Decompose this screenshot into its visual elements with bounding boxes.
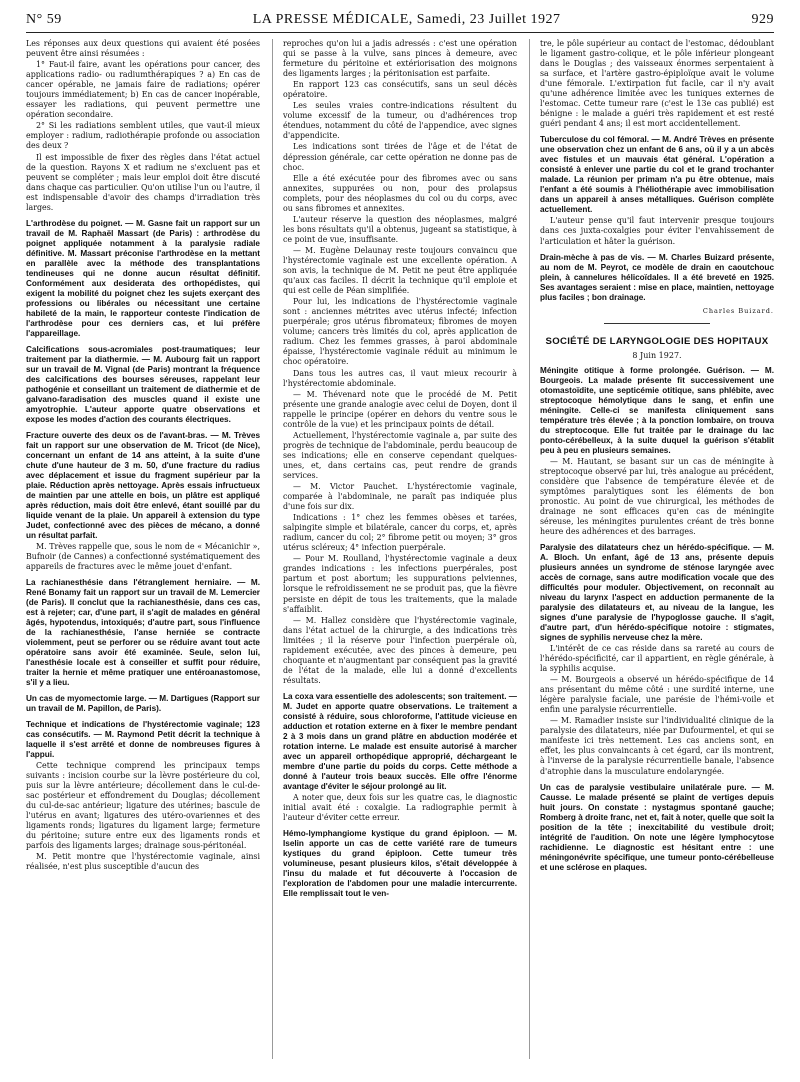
column-1 [26, 39, 260, 1059]
paragraph: — M. Ramadier insiste sur l'individualité clinique de la paralysie des dilatateurs, niée par Dufourmentel, et qui se manifeste ici très nettement. Les cas anciens sont, en effet, les plus convaincants à cet égard, car ils montrent, à l'inverse de la paralysie récurrentielle banale, l'absence d'atrophie dans la musculature endolaryngée. [540, 716, 774, 776]
paragraph: Dans tous les autres cas, il vaut mieux recourir à l'hystérectomie abdominale. [283, 368, 517, 388]
paragraph: — M. Victor Pauchet. L'hystérectomie vaginale, comparée à l'abdominale, ne paraît pas indiquée plus d'une fois sur dix. [283, 482, 517, 512]
paragraph: Les réponses aux deux questions qui avaient été posées peuvent être ainsi résumées : [26, 39, 260, 59]
paragraph: Pour lui, les indications de l'hystérectomie vaginale sont : anciennes métrites avec utérus infecté; infection puerpérale; gros utérus fibromateux; fibromes de moyen volume; cancers très limités du col, après application de radium. Chez les femmes grasses, à paroi abdominale épaisse, l'hystérectomie vaginale réduit au minimum le choc opératoire. [283, 297, 517, 367]
paragraph: — M. Hallez considère que l'hystérectomie vaginale, dans l'état actuel de la chirurgie, a des indications très limitées ; il la réserve pour l'infection puerpérale où, rapidement exécutée, avec des pinces à demeure, peu choquante et n'augmentant par conséquent pas la gravité de l'état de la malade, elle lui a donné d'excellents résultats. [283, 615, 517, 685]
article-heading-calcifications: Calcifications sous-acromiales post-traumatiques; leur traitement par la diathermie. — M. Aubourg fait un rapport sur un travail de M. Vignal (de Paris) montrant la fréquence des calcifications des bourses séreuses, rappelant leur pathogénie et conseillant un traitement de diathermie et de galvano-faradisation des muscles quand il existe une amyotrophie. L'auteur apporte quatre observations et expose les modes d'action des courants électriques. [26, 344, 260, 424]
paragraph: L'intérêt de ce cas réside dans sa rareté au cours de l'hérédo-spécificité, car il appartient, en règle générale, à la syphilis acquise. [540, 643, 774, 674]
paragraph: Les indications sont tirées de l'âge et de l'état de dépression générale, car cette opération ne donne pas de choc. [283, 142, 517, 172]
paragraph: Les seules vraies contre-indications résultent du volume excessif de la tumeur, ou d'adhérences trop étendues, notamment du côté de l'appendice, avec signes d'appendicite. [283, 101, 517, 141]
paragraph: Cette technique comprend les principaux temps suivants : incision courbe sur la lèvre postérieure du col, puis sur la lèvre antérieure; décollement dans le cul-de-sac postérieur et effondrement du Douglas; décollement du cul-de-sac antérieur; ligature des utérines; bascule de l'utérus en avant; ligatures des utéro-ovariennes et des ligaments ronds; ligatures du ligament large; fermeture du péritoine; suture entre eux des ligaments ronds et parfois des ligaments larges; drainage sous-péritonéal. [26, 760, 260, 851]
paragraph: — M. Eugène Delaunay reste toujours convaincu que l'hystérectomie vaginale est une excellente opération. A son avis, la technique de M. Petit ne peut être appliquée qu'aux cas faciles. Il décrit la technique qu'il emploie et qui est celle de Péan simplifiée. [283, 245, 517, 296]
issue-number: N° 59 [26, 12, 62, 27]
article-heading-drain-meche: Drain-mèche à pas de vis. — M. Charles Buizard présente, au nom de M. Peyrot, ce modèle de drain en caoutchouc plein, à cannelures hélicoïdales. Il a été breveté en 1925. Ses avantages seraient : mise en place, maintien, nettoyage plus faciles ; bon drainage. [540, 252, 774, 302]
society-title: SOCIÉTÉ DE LARYNGOLOGIE DES HOPITAUX [545, 335, 769, 347]
session-date: 8 Juin 1927. [632, 350, 682, 360]
columns [26, 39, 774, 1059]
page-number: 929 [751, 12, 774, 27]
paragraph: En rapport 123 cas consécutifs, sans un seul décès opératoire. [283, 80, 517, 100]
paragraph: Actuellement, l'hystérectomie vaginale a, par suite des progrès de technique de l'abdominale, perdu beaucoup de ses indications; elle en conserve cependant quelques-unes, et, dans certains cas, peut rendre de grands services. [283, 430, 517, 480]
article-heading-paralysie-dilatateurs: Paralysie des dilatateurs chez un hérédo-spécifique. — M. A. Bloch. Un enfant, âgé de 13 ans, présente depuis plusieurs années un syndrome de sténose laryngée avec accès de cornage, sans autre modification vocale que des difficultés pour moduler. Objectivement, on reconnaît au niveau du larynx l'aspect en adduction permanente de la paralysie des dilatateurs et, au niveau de la langue, les signes d'une paralysie de l'hypoglosse gauche. Il s'agit, d'autre part, d'un hérédo-spécifique notoire : stigmates, signes de syphilis nerveuse chez la mère. [540, 542, 774, 642]
article-heading-hysterectomie: Technique et indications de l'hystérectomie vaginale; 123 cas consécutifs. — M. Raymond Petit décrit la technique à laquelle il s'est arrêté et donne de nombreuses figures à l'appui. [26, 719, 260, 759]
paragraph: 1° Faut-il faire, avant les opérations pour cancer, des applications radio- ou radiumthérapiques ? a) En cas de cancer opérable, ne jamais faire de radiations; opérer toujours immédiatement; b) En cas de cancer inopérable, essayer les radiations, qui peuvent permettre une opération secondaire. [26, 60, 260, 120]
paragraph: Il est impossible de fixer des règles dans l'état actuel de la question. Rayons X et radium ne s'excluent pas et peuvent se compléter ; mais leur emploi doit être discuté dans chaque cas particulier. Qu'on utilise l'un ou l'autre, il est indispensable d'avoir des champs d'irradiation très larges. [26, 152, 260, 212]
journal-title: LA PRESSE MÉDICALE, Samedi, 23 Juillet 1927 [252, 12, 561, 27]
section-divider [604, 323, 709, 324]
article-heading-fracture: Fracture ouverte des deux os de l'avant-bras. — M. Trèves fait un rapport sur une observation de M. Tricot (de Nice), concernant un enfant de 14 ans atteint, à la suite d'une chute d'une hauteur de 3 m. 50, d'une fracture du radius avec déplacement et issue du fragment supérieur par la plaie. Réduction après nettoyage. Après essais infructueux de maintien par une attelle en bois, un plâtre est appliqué après réduction, mais doit être enlevé, étant souillé par du liquide venant de la plaie. Un appareil à extension du type Judet, confectionné avec des pièces de mécano, a donné un résultat parfait. [26, 430, 260, 540]
page-header [26, 12, 774, 33]
article-heading-tuberculose: Tuberculose du col fémoral. — M. André Trèves en présente une observation chez un enfant de 6 ans, où il y a un abcès avec fistules et un mauvais état général. L'opération a consisté à enlever une partie du col et le grand trochanter malade. La réunion per primam n'a pu être obtenue, mais l'enfant a été soumis à l'héliothérapie avec immobilisation dans un appareil à anses métalliques. Guérison complète actuellement. [540, 135, 774, 215]
paragraph: tre, le pôle supérieur au contact de l'estomac, dédoublant le ligament gastro-colique, et le pôle inférieur plongeant dans le Douglas ; des vaisseaux énormes serpentaient à sa surface, et l'artère gastro-épiploïque avait le volume d'une fémorale. L'extirpation fut facile, car il n'y avait qu'une adhérence limitée avec les tuniques externes de l'estomac. Cette tumeur rare (c'est le 13e cas publié) est bénigne : le malade a guéri très rapidement et est resté guéri pendant 4 ans; il est mort accidentellement. [540, 39, 774, 129]
paragraph: Elle a été exécutée pour des fibromes avec ou sans annexites, suppurées ou non, pour des prolapsus complets, pour des néoplasmes du col ou du corps, avec ou sans fibromes et annexites. [283, 173, 517, 213]
paragraph: 2° Si les radiations semblent utiles, que vaut-il mieux employer : radium, radiothérapie profonde ou association des deux ? [26, 121, 260, 151]
paragraph: — M. Bourgeois a observé un hérédo-spécifique de 14 ans présentant du même côté : une surdité interne, une légère paralysie faciale, une parésie de l'hémi-voile et enfin une paralysie récurrentielle. [540, 675, 774, 715]
column-3 [529, 39, 774, 1059]
paragraph: L'auteur réserve la question des néoplasmes, malgré les bons résultats qu'il a obtenus, jugeant sa statistique, à ce point de vue, insuffisante. [283, 214, 517, 244]
article-heading-rachianesthesie: La rachianesthésie dans l'étranglement herniaire. — M. René Bonamy fait un rapport sur un travail de M. Lemercier (de Paris). Il conclut que la rachianesthésie, dans ces cas, est à rejeter; car, d'une part, il s'agit de malades en général âgés, hypotendus, intoxiqués; d'autre part, sous l'influence de la rachianesthésie, l'anse herniée se contracte violemment, peut se perforer ou se réduire avant tout acte opératoire sans avoir été examinée. Seule, selon lui, l'anesthésie locale est à conseiller et suffit pour réduire, traiter la hernie et même pratiquer une entéroanastomose, s'il y a lieu. [26, 577, 260, 687]
author-signature: Charles Buizard. [702, 306, 774, 315]
article-heading-paralysie-vestibulaire: Un cas de paralysie vestibulaire unilatérale pure. — M. Causse. Le malade présenté se plaint de vertiges depuis huit jours. On constate : nystagmus spontané gauche; Romberg à droite franc, net et, fait à noter, quelle que soit la position de la tête ; inexcitabilité du vestibule droit; intégrité de l'audition. On note une légère lymphocytose rachidienne. Le diagnostic est hésitant entre : une méningonévrite spécifique, une tumeur ponto-cérébelleuse et une sclérose en plaques. [540, 782, 774, 872]
article-heading-arthrodese: L'arthrodèse du poignet. — M. Gasne fait un rapport sur un travail de M. Raphaël Massart (de Paris) : arthrodèse du poignet appliquée notamment à la paralysie radiale définitive. M. Massart préconise l'arthrodèse en la mettant en parallèle avec la méthode des transplantations tendineuses qui ne donne aucun résultat définitif. Conformément aux desiderata des orthopédistes, qui exigent la mobilité du poignet chez les sujets exerçant des professions ou libérales ou nécessitant une certaine habileté de la main, le rapporteur conteste l'indication de l'arthrodèse pour ces derniers cas, et lui préfère l'appareillage. [26, 218, 260, 338]
paragraph: reproches qu'on lui a jadis adressés : c'est une opération qui se passe à la vulve, sans pinces à demeure, avec fermeture du péritoine et extériorisation des moignons des ligaments larges ; la péritonisation est parfaite. [283, 39, 517, 79]
article-heading-myomectomie: Un cas de myomectomie large. — M. Dartigues (Rapport sur un travail de M. Papillon, de Paris). [26, 693, 260, 713]
paragraph: — M. Thévenard note que le procédé de M. Petit présente une grande analogie avec celui de Doyen, dont il rappelle le principe (opérer en dehors du ventre sous le contrôle de la vue) et les principaux points de détail. [283, 389, 517, 429]
paragraph: L'auteur pense qu'il faut intervenir presque toujours dans ces juxta-coxalgies pour éviter l'envahissement de l'articulation et hâter la guérison. [540, 216, 774, 246]
article-heading-hemo-lymphangiome: Hémo-lymphangiome kystique du grand épiploon. — M. Iselin apporte un cas de cette variété rare de tumeurs kystiques du grand épiploon. Cette tumeur très volumineuse, pesant plusieurs kilos, s'était développée à l'insu du malade et fut découverte à l'occasion de l'exploration de l'abdomen pour une maladie intercurrente. Elle remplissait tout le ven- [283, 829, 517, 899]
paragraph: Indications : 1° chez les femmes obèses et tarées, salpingite simple et bilatérale, cancer du corps, et, après radium, cancer du col; 2° fibrome petit ou moyen; 3° gros utérus scléreux; 4° infection puerpérale. [283, 513, 517, 553]
column-2 [272, 39, 517, 1059]
paragraph: — Pour M. Roulland, l'hystérectomie vaginale a deux grandes indications : les infections puerpérales, post partum et post abortum; les suppurations pelviennes, lorsque le refroidissement ne se produit pas, que la fièvre persiste en dépit de tous les traitements, que la malade s'affaiblit. [283, 554, 517, 614]
paragraph: M. Petit montre que l'hystérectomie vaginale, ainsi réalisée, n'est plus susceptible d'aucun des [26, 852, 260, 872]
paragraph: — M. Hautant, se basant sur un cas de méningite à streptocoque observé par lui, très analogue au précédent, considère que l'absence de température élevée et de symptômes paralytiques sont les éléments de bon pronostic. Au point de vue chirurgical, les méthodes de drainage ne sont efficaces qu'en cas de méningite séreuse, les méningites purulentes créant de très bonne heure des adhérences et des barrages. [540, 456, 774, 536]
article-heading-meningite: Méningite otitique à forme prolongée. Guérison. — M. Bourgeois. La malade présente fit successivement une otomastoïdite, une septicémie otitique, sans phlébite, avec streptocoque hémolytique dans le sang, et enfin une méningite. Celle-ci se manifesta cliniquement sans température très élevée ; à la ponction lombaire, on trouva du streptocoque. Elle fut traitée par le drainage du lac ponto-cérébelleux, à la suite duquel la guérison s'établit peu à peu en plusieurs semaines. [540, 365, 774, 455]
article-heading-coxa-vara: La coxa vara essentielle des adolescents; son traitement. — M. Judet en apporte quatre observations. Le traitement a consisté à réduire, sous chloroforme, l'attitude vicieuse en adduction et rotation externe en à fixer le membre pendant 2 à 3 mois dans un grand plâtre en abduction modérée et rotation interne. Le malade est ensuite autorisé à marcher avec un appareil orthopédique approprié, déchargeant le membre d'une partie du poids du corps. Cette méthode a donné à l'auteur trois beaux succès. Elle offre l'énorme avantage d'éviter le séjour prolongé au lit. [283, 691, 517, 791]
paragraph: M. Trèves rappelle que, sous le nom de « Mécanichir », Bufnoir (de Cannes) a confectionné systématiquement des appareils de fractures avec le même jouet d'enfant. [26, 541, 260, 571]
paragraph: A noter que, deux fois sur les quatre cas, le diagnostic initial avait été : coxalgie. La radiographie permit à l'auteur d'éviter cette erreur. [283, 792, 517, 823]
